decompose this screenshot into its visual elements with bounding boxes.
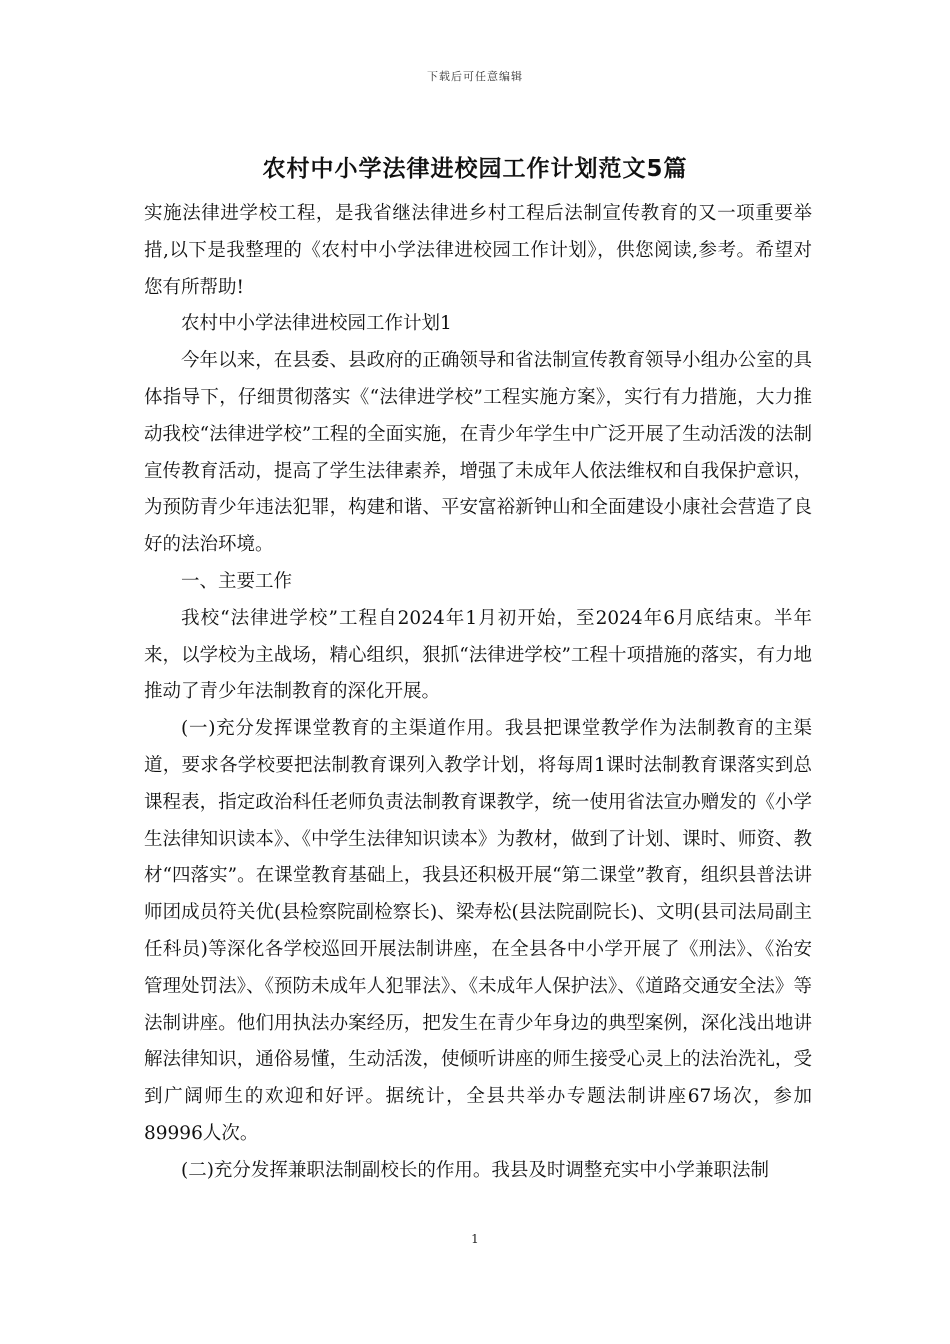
body-paragraph: (二)充分发挥兼职法制副校长的作用。我县及时调整充实中小学兼职法制	[181, 1159, 769, 1181]
page-number: 1	[471, 1232, 479, 1246]
section-heading: 农村中小学法律进校园工作计划1	[181, 313, 452, 335]
document-body	[144, 196, 812, 1190]
body-paragraph: 我校“法律进学校”工程自2024年1月初开始，至2024年6月底结束。半年来，以学校为主战场，精心组织，狠抓“法律进学校”工程十项措施的落实，有力地推动了青少年法制教育的深化开展。	[144, 607, 812, 703]
subheading-main-work: 一、主要工作	[181, 570, 293, 592]
header-note: 下载后可任意编辑	[427, 70, 523, 83]
intro-paragraph: 实施法律进学校工程，是我省继法律进乡村工程后法制宣传教育的又一项重要举措,以下是我整理的《农村中小学法律进校园工作计划》，供您阅读,参考。希望对您有所帮助!	[144, 203, 812, 298]
body-paragraph: (一)充分发挥课堂教育的主渠道作用。我县把课堂教学作为法制教育的主渠道，要求各学校要把法制教育课列入教学计划，将每周1课时法制教育课落实到总课程表，指定政治科任老师负责法制教育课教学，统一使用省法宣办赠发的《小学生法律知识读本》、《中学生法律知识读本》为教材，做到了计划、课时、师资、教材“四落实”。在课堂教育基础上，我县还积极开展“第二课堂”教育，组织县普法讲师团成员符关优(县检察院副检察长)、梁寿松(县法院副院长)、文明(县司法局副主任科员)等深化各学校巡回开展法制讲座，在全县各中小学开展了《刑法》、《治安管理处罚法》、《预防未成年人犯罪法》、《未成年人保护法》、《道路交通安全法》等法制讲座。他们用执法办案经历，把发生在青少年身边的典型案例，深化浅出地讲解法律知识，通俗易懂，生动活泼，使倾听讲座的师生接受心灵上的法治洗礼，受到广阔师生的欢迎和好评。据统计，全县共举办专题法制讲座67场次，参加89996人次。	[144, 718, 812, 1144]
body-paragraph: 今年以来，在县委、县政府的正确领导和省法制宣传教育领导小组办公室的具体指导下，仔细贯彻落实《“法律进学校”工程实施方案》，实行有力措施，大力推动我校“法律进学校”工程的全面实施，在青少年学生中广泛开展了生动活泼的法制宣传教育活动，提高了学生法律素养，增强了未成年人依法维权和自我保护意识，为预防青少年违法犯罪，构建和谐、平安富裕新钟山和全面建设小康社会营造了良好的法治环境。	[144, 350, 812, 556]
document-title: 农村中小学法律进校园工作计划范文5篇	[262, 156, 688, 182]
